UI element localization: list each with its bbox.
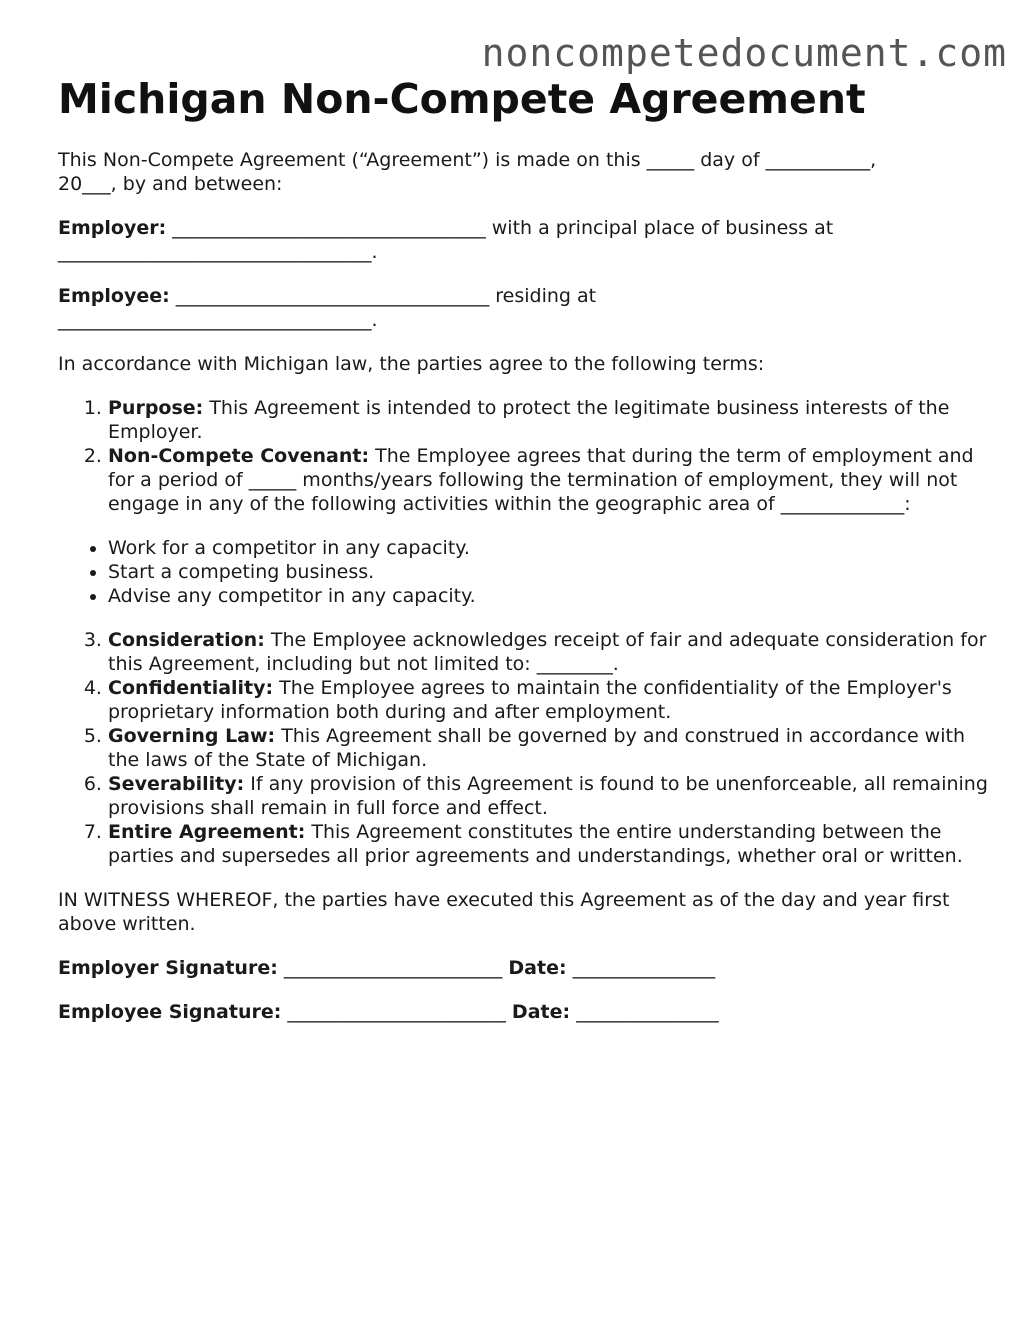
term-text: The Employee agrees to maintain the confidentiality of the Employer's proprietary information both during and after employment.	[108, 677, 952, 723]
term-label: Entire Agreement:	[108, 821, 306, 843]
page-title: Michigan Non-Compete Agreement	[58, 75, 866, 123]
term-text: This Agreement shall be governed by and construed in accordance with the laws of the State of Michigan.	[108, 725, 965, 771]
employer-date-blank: _______________	[566, 957, 716, 979]
term-text: The Employee agrees that during the term of employment and for a period of _____ months/years following the termination of employment, they will not engage in any of the following activities within the geographic area of _____________:	[108, 445, 974, 515]
employer-address-line: _________________________________.	[58, 241, 378, 263]
term-label: Confidentiality:	[108, 677, 274, 699]
activities-list	[58, 536, 988, 608]
terms-list-a	[58, 396, 988, 516]
list-item: • Start a competing business.	[108, 560, 988, 584]
employee-signature-line	[58, 1000, 988, 1024]
employer-signature-blank: _______________________	[277, 957, 509, 979]
employer-line	[58, 216, 988, 264]
list-item: • Advise any competitor in any capacity.	[108, 584, 988, 608]
employee-signature-blank: _______________________	[281, 1001, 512, 1023]
intro-paragraph	[58, 148, 988, 196]
term-label: Governing Law:	[108, 725, 276, 747]
document-page	[58, 74, 988, 1044]
term-text: The Employee acknowledges receipt of fair and adequate consideration for this Agreement, including but not limited to: ________.	[108, 629, 987, 675]
intro-line-2: 20___, by and between:	[58, 173, 283, 195]
term-text: If any provision of this Agreement is found to be unenforceable, all remaining provisions shall remain in full force and effect.	[108, 773, 988, 819]
list-item	[108, 396, 988, 444]
employee-date-label: Date:	[511, 1001, 571, 1023]
intro-line-1: This Non-Compete Agreement (“Agreement”) is made on this _____ day of ___________,	[58, 149, 877, 171]
list-item	[108, 628, 988, 676]
term-text: This Agreement is intended to protect the legitimate business interests of the Employer.	[108, 397, 950, 443]
term-label: Severability:	[108, 773, 245, 795]
list-item	[108, 444, 988, 516]
employee-signature-label: Employee Signature:	[58, 1001, 282, 1023]
witness-paragraph: IN WITNESS WHEREOF, the parties have executed this Agreement as of the day and year first above written.	[58, 889, 950, 935]
list-item	[108, 724, 988, 772]
employee-address-line: _________________________________.	[58, 309, 378, 331]
employer-signature-line	[58, 956, 988, 980]
watermark: noncompetedocument.com	[481, 31, 1007, 75]
term-label: Consideration:	[108, 629, 265, 651]
employee-line	[58, 284, 988, 332]
term-text: This Agreement constitutes the entire understanding between the parties and supersedes all prior agreements and understandings, whether oral or written.	[108, 821, 963, 867]
employer-date-label: Date:	[508, 957, 567, 979]
employee-label: Employee:	[58, 285, 170, 307]
employee-text: _________________________________ residing at	[169, 285, 597, 307]
term-label: Non-Compete Covenant:	[108, 445, 370, 467]
employer-label: Employer:	[58, 217, 167, 239]
employer-signature-label: Employer Signature:	[58, 957, 278, 979]
terms-intro: In accordance with Michigan law, the parties agree to the following terms:	[58, 353, 765, 375]
list-item	[108, 772, 988, 820]
list-item	[108, 820, 988, 868]
terms-list-b	[58, 628, 988, 868]
list-item	[108, 676, 988, 724]
list-item: • Work for a competitor in any capacity.	[108, 536, 988, 560]
employer-text: _________________________________ with a principal place of business at	[166, 217, 834, 239]
term-label: Purpose:	[108, 397, 204, 419]
employee-date-blank: _______________	[570, 1001, 719, 1023]
